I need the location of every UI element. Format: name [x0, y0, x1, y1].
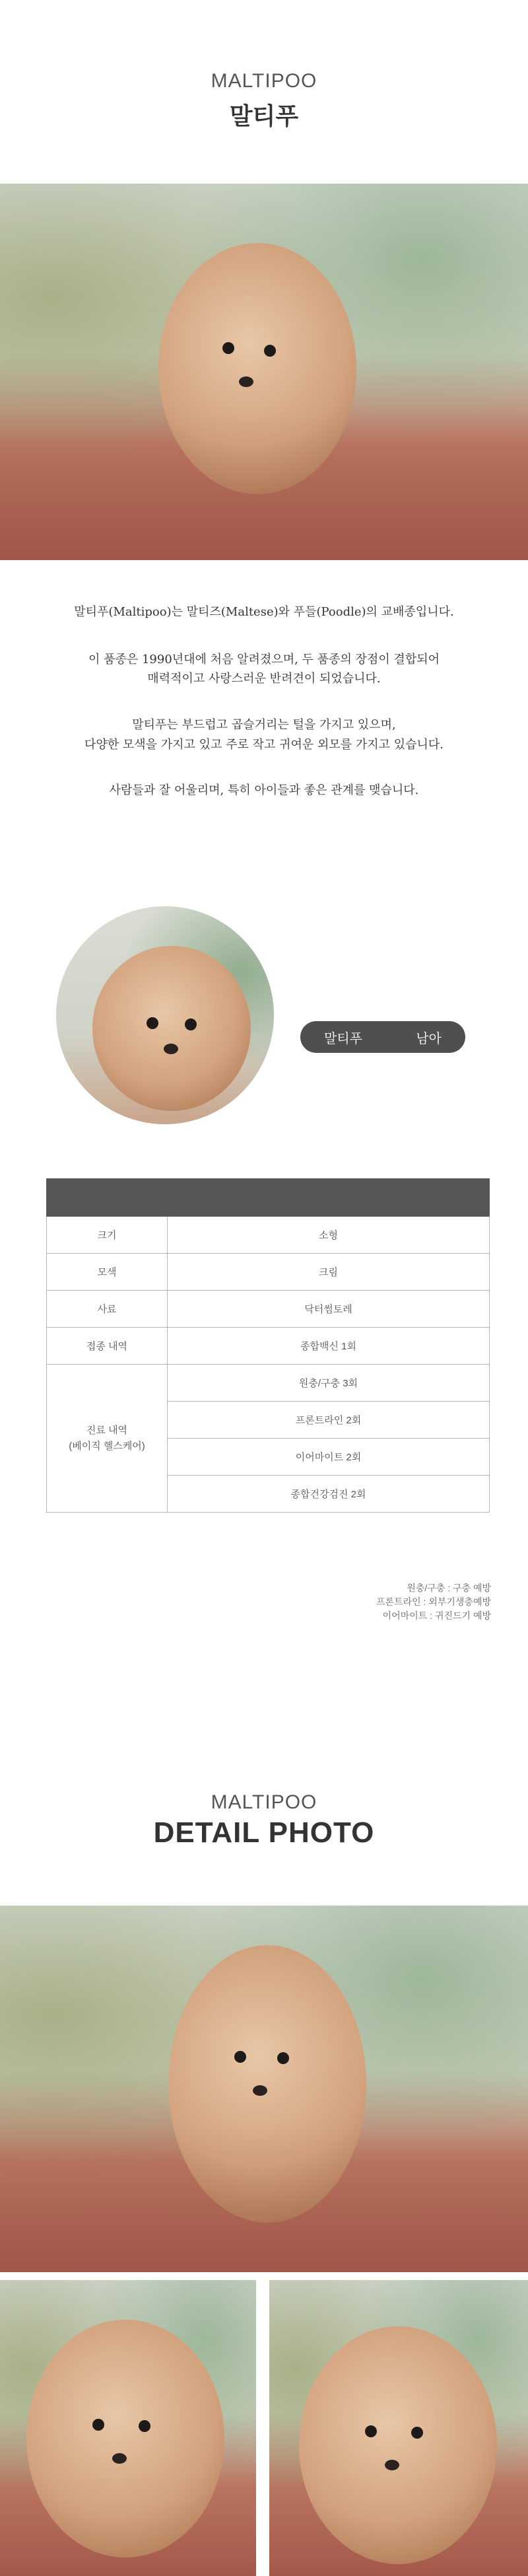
intro-text	[0, 602, 528, 812]
note-line-2: 프론트라인 : 외부기생충예방	[376, 1596, 491, 1607]
row-key-size: 크기	[47, 1217, 168, 1254]
profile-photo	[56, 906, 274, 1124]
puppy-eye-right	[264, 345, 276, 357]
table-row	[47, 1217, 490, 1254]
puppy-eye-left	[222, 342, 234, 354]
row-value-color: 크림	[168, 1254, 490, 1291]
detail-eye-left	[234, 2051, 246, 2063]
detail-left-nose	[112, 2453, 127, 2464]
detail-right-nose	[385, 2460, 399, 2470]
detail-floor-shade	[0, 2126, 528, 2272]
note-line-3: 이어마이트 : 귀진드기 예방	[382, 1610, 491, 1621]
detail-photo-left	[0, 2280, 256, 2576]
hero-photo	[0, 184, 528, 560]
detail-right-eye-left	[365, 2425, 377, 2437]
detail-title: DETAIL PHOTO	[153, 1816, 375, 1849]
care-notes	[376, 1581, 491, 1623]
header-eyebrow: MALTIPOO	[211, 70, 317, 92]
row-key-vaccination: 접종 내역	[47, 1328, 168, 1365]
note-line-1: 원충/구충 : 구충 예방	[407, 1583, 491, 1593]
intro-paragraph-1: 말티푸(Maltipoo)는 말티즈(Maltese)와 푸들(Poodle)의 교배종입니다.	[74, 605, 454, 619]
intro-paragraph-4: 사람들과 잘 어울리며, 특히 아이들과 좋은 관계를 맺습니다.	[109, 783, 419, 798]
row-key-color: 모색	[47, 1254, 168, 1291]
info-table-header-value	[168, 1179, 490, 1217]
profile-sex: 남아	[416, 1031, 442, 1046]
detail-right-puppy-figure	[299, 2326, 497, 2564]
detail-right-eye-right	[411, 2427, 423, 2439]
profile-puppy-figure	[92, 946, 251, 1111]
table-row	[47, 1254, 490, 1291]
hero-floor-shade	[0, 410, 528, 560]
detail-photo-right	[269, 2280, 528, 2576]
intro-paragraph-2: 이 품종은 1990년대에 처음 알려졌으며, 두 품종의 장점이 결합되어 매력적이고 사랑스러운 반려견이 되었습니다.	[88, 652, 440, 686]
row-value-vaccination: 종합백신 1회	[168, 1328, 490, 1365]
care-value-3: 이어마이트 2회	[168, 1439, 490, 1476]
detail-eyebrow: MALTIPOO	[211, 1791, 317, 1813]
row-value-size: 소형	[168, 1217, 490, 1254]
table-row	[47, 1328, 490, 1365]
detail-left-eye-right	[139, 2420, 150, 2432]
detail-left-puppy-figure	[26, 2320, 224, 2558]
row-key-care	[47, 1365, 168, 1513]
detail-photo-main	[0, 1906, 528, 2272]
row-value-food: 닥터썸토레	[168, 1291, 490, 1328]
row-key-food: 사료	[47, 1291, 168, 1328]
profile-pill	[300, 1021, 465, 1053]
info-table-header	[47, 1179, 490, 1217]
profile-eye-right	[185, 1019, 197, 1030]
detail-eye-right	[277, 2052, 289, 2064]
table-row	[47, 1365, 490, 1402]
puppy-nose	[239, 376, 253, 387]
page-title: 말티푸	[229, 102, 299, 129]
info-table-header-key	[47, 1179, 168, 1217]
care-key-line2: (베이직 헬스케어)	[69, 1440, 145, 1452]
info-table	[46, 1178, 490, 1513]
profile-nose	[164, 1044, 178, 1054]
intro-paragraph-3: 말티푸는 부드럽고 곱슬거리는 털을 가지고 있으며, 다양한 모색을 가지고 있고 주로 작고 귀여운 외모를 가지고 있습니다.	[84, 718, 444, 752]
care-value-4: 종합건강검진 2회	[168, 1476, 490, 1513]
table-row	[47, 1291, 490, 1328]
care-value-2: 프론트라인 2회	[168, 1402, 490, 1439]
profile-breed: 말티푸	[324, 1031, 362, 1046]
profile-eye-left	[147, 1017, 158, 1029]
care-value-1: 원충/구충 3회	[168, 1365, 490, 1402]
care-key-line1: 진료 내역	[86, 1425, 128, 1437]
detail-nose	[253, 2085, 267, 2096]
detail-left-eye-left	[92, 2419, 104, 2431]
